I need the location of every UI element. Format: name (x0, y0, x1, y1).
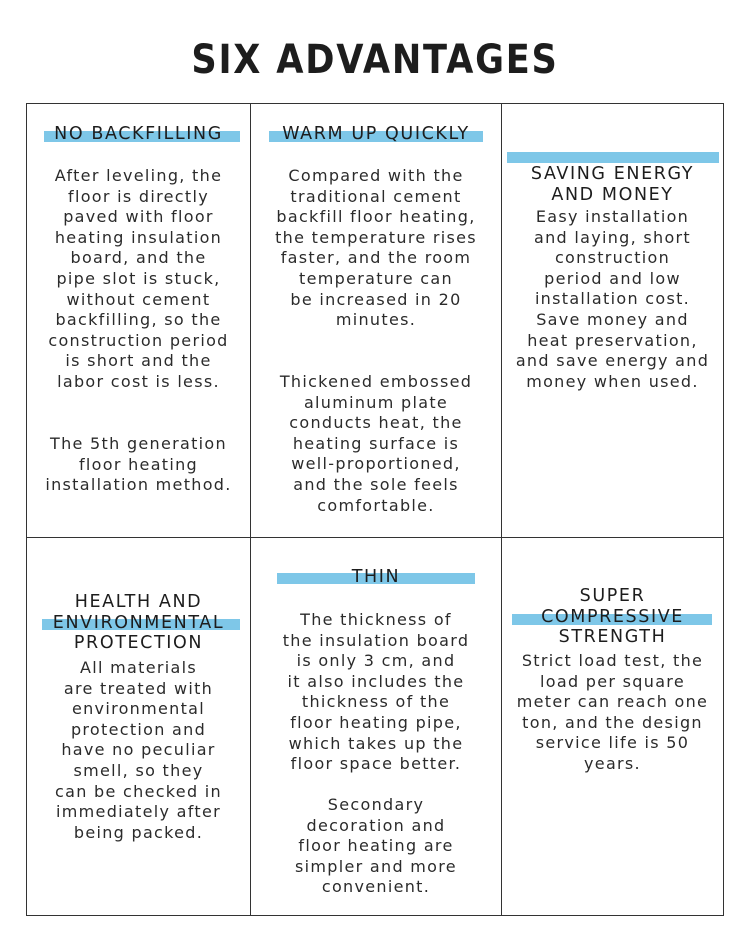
cell-paragraph: Compared with the traditional cement backfill floor heating, the temperature rises faster, and the room temperature can be increased in 20 minutes. (275, 166, 477, 330)
cell-paragraph: Easy installation and laying, short construction period and low installation cost. Save money and heat preservation, and save energy and money when used. (515, 207, 710, 391)
cell-paragraph: Thickened embossed aluminum plate conducts heat, the heating surface is well-proportioned, and the sole feels comfortable. (279, 372, 473, 515)
cell-heading: THIN (351, 567, 401, 587)
cell-paragraph: All materials are treated with environmental protection and have no peculiar smell, so they can be checked in immediately after being packed. (55, 658, 222, 842)
cell-paragraph: The thickness of the insulation board is only 3 cm, and it also includes the thickness of the floor heating pipe, which takes up the floor space better. (282, 610, 470, 774)
cell-paragraph: After leveling, the floor is directly paved with floor heating insulation board, and the pipe slot is stuck, without cement backfilling, so the construction period is short and the labor cost is less. (48, 166, 229, 391)
advantage-cell-warm-up-quickly (251, 104, 501, 537)
page-title: SIX ADVANTAGES (191, 37, 559, 83)
advantage-cell-thin (251, 538, 501, 915)
cell-paragraph: The 5th generation floor heating installation method. (45, 434, 232, 495)
advantage-cell-no-backfilling (27, 104, 250, 537)
advantage-cell-health-environmental (27, 538, 250, 915)
cell-heading: SAVING ENERGY AND MONEY (530, 164, 695, 205)
cell-heading: SUPER COMPRESSIVE STRENGTH (541, 586, 684, 647)
advantages-grid (26, 103, 724, 916)
cell-heading: NO BACKFILLING (54, 124, 223, 144)
cell-paragraph: Strict load test, the load per square meter can reach one ton, and the design service life is 50 years. (516, 651, 709, 773)
cell-paragraph: Secondary decoration and floor heating are simpler and more convenient. (295, 795, 457, 897)
advantage-cell-saving-energy (502, 104, 723, 537)
advantage-cell-compressive-strength (502, 538, 723, 915)
cell-heading: WARM UP QUICKLY (282, 124, 470, 144)
cell-heading: HEALTH AND ENVIRONMENTAL PROTECTION (52, 592, 225, 653)
